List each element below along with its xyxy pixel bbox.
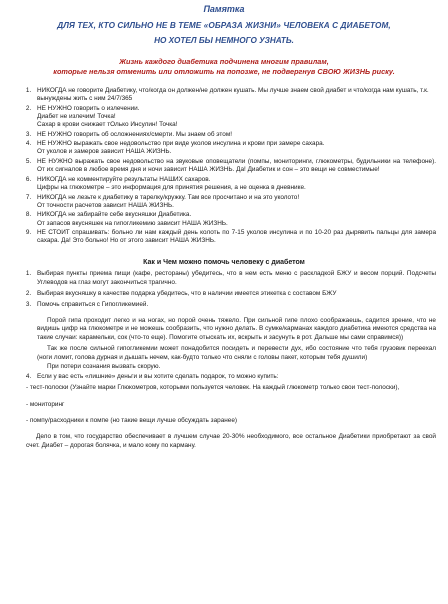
- help-item: 4. Если у вас есть «лишние» деньги и вы хотите сделать подарок, то можно купить:: [33, 373, 436, 382]
- help-paragraph: Так же после сильной гипогликемии может понадобится посидеть и перевести дух, ибо состояние что тебя грузовик переехал (ноги ломит, голова дурная и дышать нечем, как-будто только что сняли с головы пакет, которым тебя душили): [37, 345, 436, 361]
- help-item: 1. Выбирая пункты приема пищи (кафе, рестораны) убедитесь, что в нем есть меню с раскладкой БЖУ и весом порций. Подсчеты Углеводов на глаз могут закончиться трагично.: [33, 270, 436, 288]
- help-item: 3. Помочь справиться с Гипогликемией. Порой гипа проходит легко и на ногах, но порой очень тяжело. При сильной гипе плохо соображаешь, садится зрение, что не видишь цифр на глюкометре и не можешь сообразить, что нужно делать. В сумке/карманах каждого диабетика имеются средства на такие случаи: карамельки, сок (что-то еще). Помогите отыскать их, вскрыть и засунуть в рот. Дальше мы сами справимся)) Так же после сильной гипогликемии может понадобится посидеть и перевести дух, ибо состояние что тебя грузовик переехал (ноги ломит, голова дурная и дышать нечем, как-будто только что сняли с головы пакет, которым тебя душили) При потери сознания вызвать скорую.: [33, 301, 436, 372]
- help-paragraph: При потери сознания вызвать скорую.: [47, 362, 161, 370]
- gift-item: - мониторинг: [26, 400, 65, 408]
- rules-list: [12, 87, 436, 245]
- memo-title: Памятка: [203, 4, 245, 14]
- gift-item: - тест-полоски (Узнайте марки Глюкометров, которыми пользуется человек. На каждый глюкометр только свои тест-полоски),: [26, 384, 400, 392]
- memo-subtitle-line1: ДЛЯ ТЕХ, КТО СИЛЬНО НЕ В ТЕМЕ «ОБРАЗА ЖИЗНИ» ЧЕЛОВЕКА С ДИАБЕТОМ,: [57, 21, 391, 30]
- rule-item: 8. НИКОГДА не забирайте себе вкусняшки Диабетика. От запасов вкусняшек на гипогликемию зависит НАША ЖИЗНЬ.: [33, 211, 436, 227]
- rule-item: 6. НИКОГДА не комментируйте результаты НАШИХ сахаров. Цифры на глюкометре – это информация для принятия решения, а не оценка в дневнике.: [33, 176, 436, 192]
- help-item: 2. Выбирая вкусняшку в качестве подарка убедитесь, что в наличии имеется этикетка с составом БЖУ: [33, 290, 436, 299]
- help-list: [12, 270, 436, 382]
- rule-item: 7. НИКОГДА не лезьте к диабетику в тарелку/кружку. Там все просчитано и на это уколото! От точности расчетов зависит НАША ЖИЗНЬ.: [33, 194, 436, 210]
- warning-line1: Жизнь каждого диабетика подчинена многим правилам,: [119, 57, 329, 66]
- rule-item: 1. НИКОГДА не говорите Диабетику, что/когда он должен/не должен кушать. Мы лучше знаем свой диабет и что/когда нам кушать, т.к. вынуждены жить с ним 24/7/365: [33, 87, 436, 103]
- rule-item: 2. НЕ НУЖНО говорить о излечении. Диабет не излечим! Точка! Сахар в крови снижает тОлько Инсулин! Точка!: [33, 105, 436, 129]
- rule-item: 4. НЕ НУЖНО выражать свое недовольство при виде уколов инсулина и крови при замере сахара. От уколов и замеров зависит НАША ЖИЗНЬ.: [33, 140, 436, 156]
- warning-block: [12, 57, 436, 77]
- gift-item: - помпу/расходники к помпе (но такие вещи лучше обсуждать заранее): [26, 417, 238, 425]
- help-paragraph: Порой гипа проходит легко и на ногах, но порой очень тяжело. При сильной гипе плохо соображаешь, садится зрение, что не видишь цифр на глюкометре и не можешь сообразить, что нужно делать. В сумке/карманах каждого диабетика имеются средства на такие случаи: карамельки, сок (что-то еще). Помогите отыскать их, вскрыть и засунуть в рот. Дальше мы сами справимся)): [37, 316, 436, 342]
- rule-item: 3. НЕ НУЖНО говорить об осложнениях/смерти. Мы знаем об этом!: [33, 131, 436, 139]
- rule-item: 9. НЕ СТОИТ спрашивать: больно ли нам каждый день колоть по 7-15 уколов инсулина и по 10-20 раз дырявить пальцы для замера сахара. Да! Это больно! Но от этого зависит НАША ЖИЗНЬ.: [33, 229, 436, 245]
- help-section-title: Как и Чем можно помочь человеку с диабетом: [143, 259, 305, 267]
- memo-subtitle-line2: НО ХОТЕЛ БЫ НЕМНОГО УЗНАТЬ.: [154, 36, 294, 45]
- warning-line2: которые нельзя отменить или отложить на попозже, не подвергнув СВОЮ ЖИЗНЬ риску.: [53, 67, 395, 76]
- closing-paragraph: Дело в том, что государство обеспечивает в лучшем случае 20-30% необходимого, все остальное Диабетики приобретают за свой счет. Диабет – дорогая болячка, и мало кому по карману.: [26, 432, 436, 449]
- rule-item: 5. НЕ НУЖНО выражать свое недовольство на звуковые оповещатели (помпы, мониторинги, глюкометры, будильники на телефоне). От их сигналов в любое время дня и ночи зависит НАША ЖИЗНЬ. Да! Диабетик и сон – это вещи не совместимые!: [33, 158, 436, 174]
